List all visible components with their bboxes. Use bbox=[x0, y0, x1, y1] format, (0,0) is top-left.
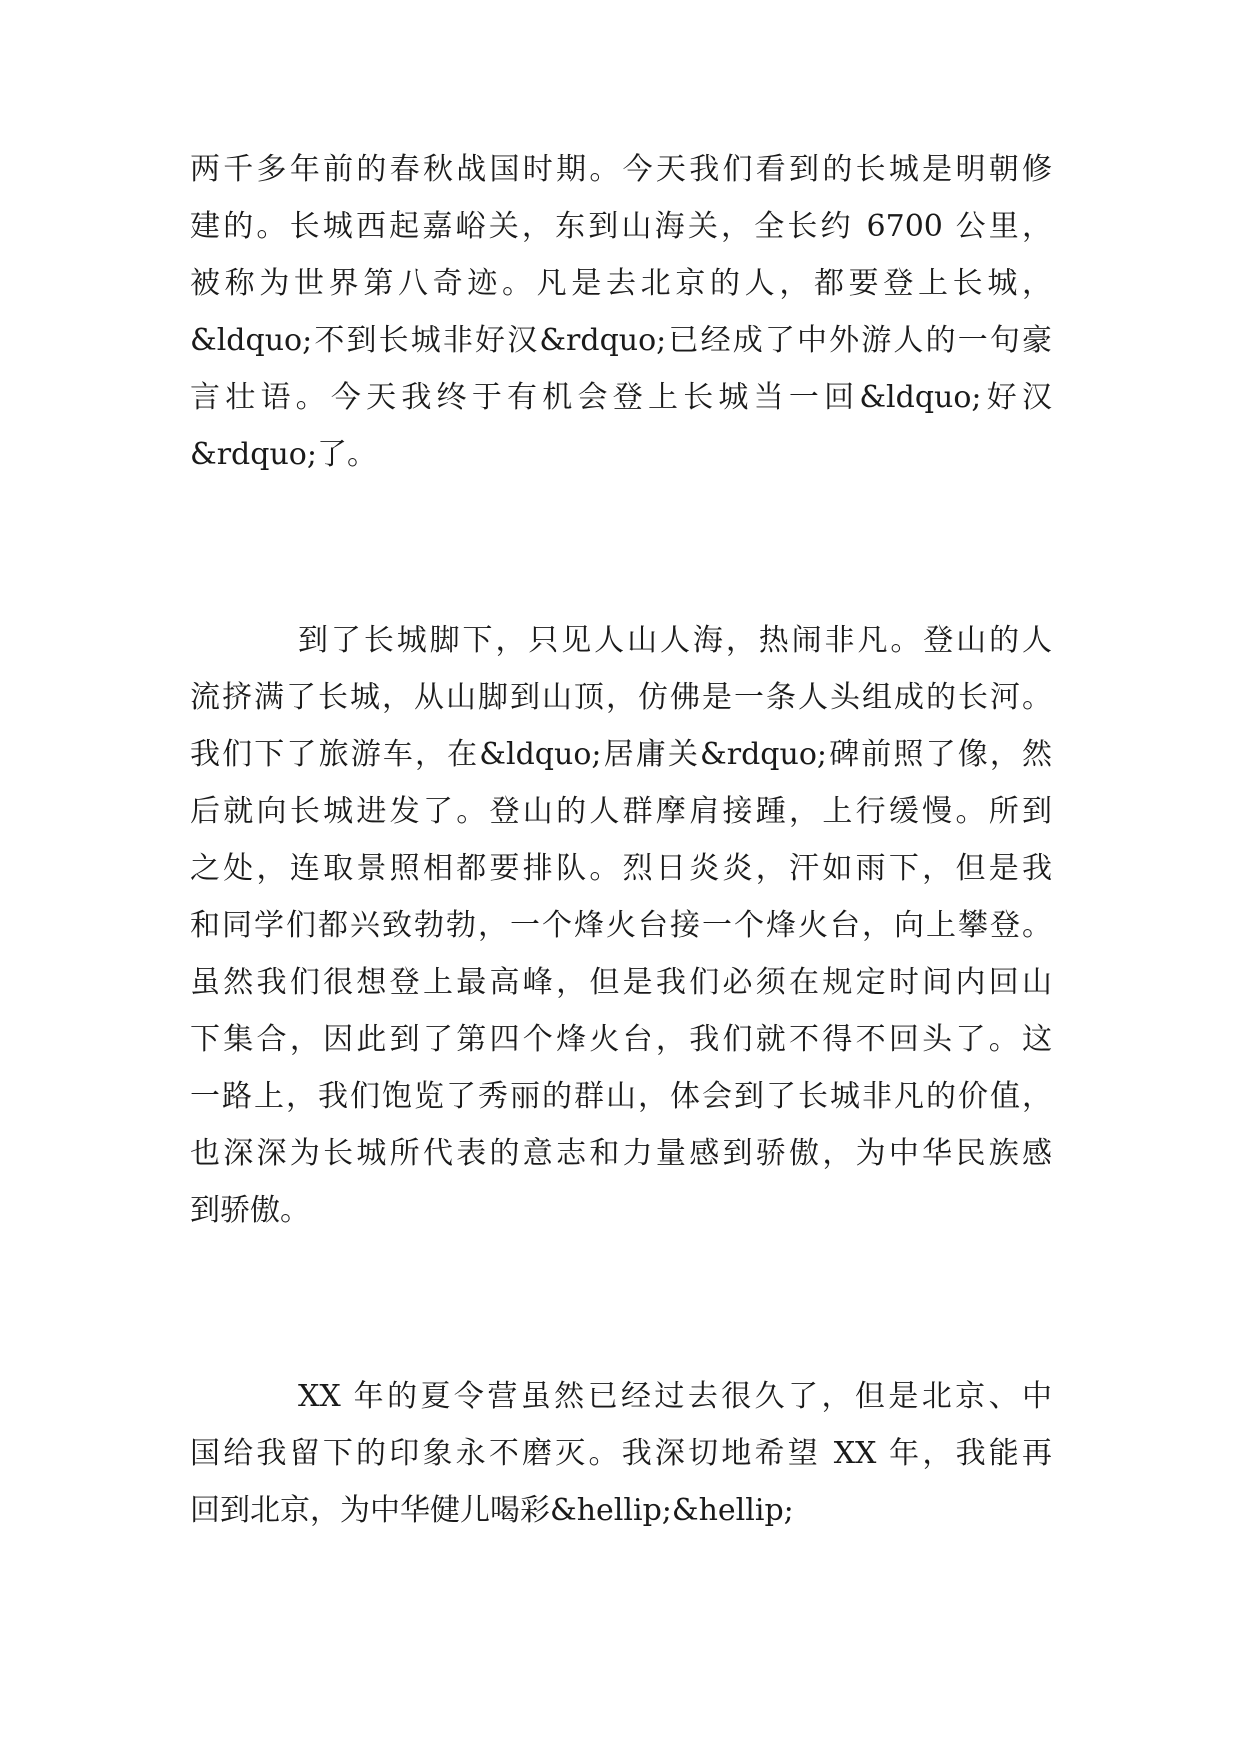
paragraph-2-line-11: 到骄傲。 bbox=[190, 1193, 310, 1228]
paragraph-2-line-4: 后就向长城进发了。登山的人群摩肩接踵，上行缓慢。所到 bbox=[190, 794, 1052, 829]
paragraph-1-line-4: &ldquo;不到长城非好汉&rdquo;已经成了中外游人的一句豪 bbox=[190, 323, 1052, 358]
paragraph-1-line-3: 被称为世界第八奇迹。凡是去北京的人，都要登上长城， bbox=[190, 266, 1052, 301]
paragraph-1-line-1: 两千多年前的春秋战国时期。今天我们看到的长城是明朝修 bbox=[190, 152, 1052, 187]
paragraph-2-line-1: 到了长城脚下，只见人山人海，热闹非凡。登山的人 bbox=[298, 623, 1052, 658]
paragraph-2-line-6: 和同学们都兴致勃勃，一个烽火台接一个烽火台，向上攀登。 bbox=[190, 908, 1052, 943]
paragraph-1-line-6: &rdquo;了。 bbox=[190, 437, 377, 472]
paragraph-2-line-7: 虽然我们很想登上最高峰，但是我们必须在规定时间内回山 bbox=[190, 965, 1052, 1000]
paragraph-3-line-3: 回到北京，为中华健儿喝彩&hellip;&hellip; bbox=[190, 1493, 794, 1528]
paragraph-2-line-3: 我们下了旅游车，在&ldquo;居庸关&rdquo;碑前照了像，然 bbox=[190, 737, 1052, 772]
paragraph-2-line-8: 下集合，因此到了第四个烽火台，我们就不得不回头了。这 bbox=[190, 1022, 1052, 1057]
paragraph-2-line-5: 之处，连取景照相都要排队。烈日炎炎，汗如雨下，但是我 bbox=[190, 851, 1052, 886]
paragraph-2-line-10: 也深深为长城所代表的意志和力量感到骄傲，为中华民族感 bbox=[190, 1136, 1052, 1171]
paragraph-3-line-1: XX 年的夏令营虽然已经过去很久了，但是北京、中 bbox=[298, 1379, 1052, 1414]
paragraph-1-line-2: 建的。长城西起嘉峪关，东到山海关，全长约 6700 公里， bbox=[190, 209, 1052, 244]
paragraph-1-line-5: 言壮语。今天我终于有机会登上长城当一回&ldquo;好汉 bbox=[190, 380, 1052, 415]
paragraph-3-line-2: 国给我留下的印象永不磨灭。我深切地希望 XX 年，我能再 bbox=[190, 1436, 1052, 1471]
paragraph-2-line-2: 流挤满了长城，从山脚到山顶，仿佛是一条人头组成的长河。 bbox=[190, 680, 1052, 715]
paragraph-2-line-9: 一路上，我们饱览了秀丽的群山，体会到了长城非凡的价值， bbox=[190, 1079, 1052, 1114]
